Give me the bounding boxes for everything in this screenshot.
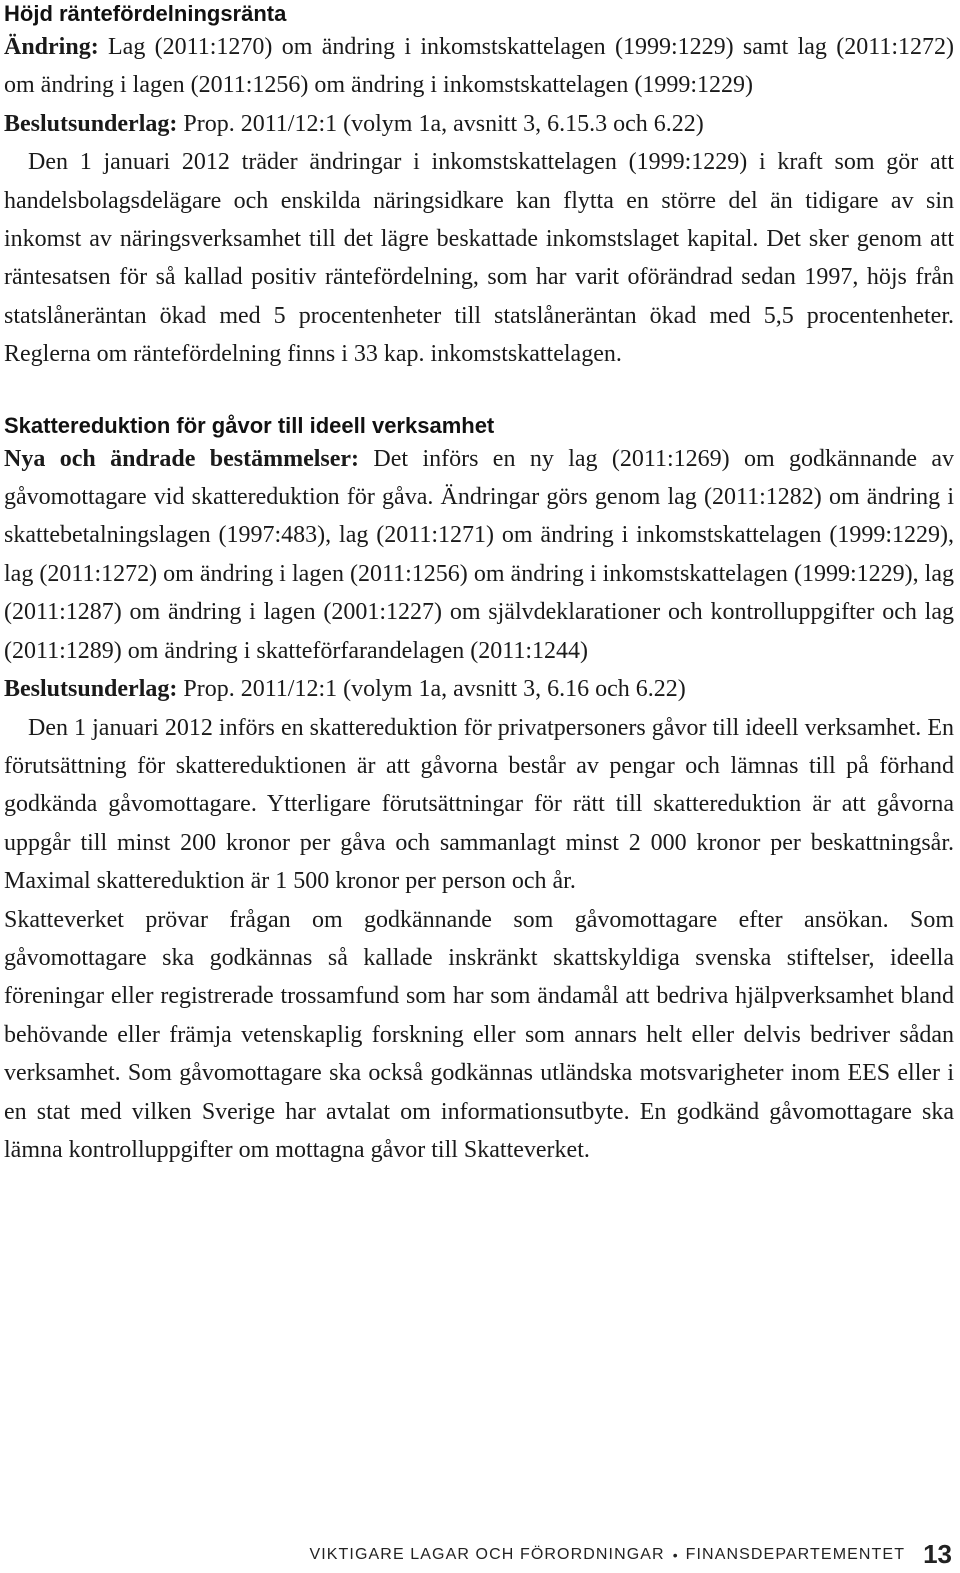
basis-text: Prop. 2011/12:1 (volym 1a, avsnitt 3, 6.15.3 och 6.22): [177, 110, 704, 137]
footer-bullet-separator: •: [672, 1547, 678, 1563]
basis-label: Beslutsunderlag:: [4, 110, 178, 137]
page-content: [4, 0, 954, 1169]
page-number: 13: [923, 1539, 952, 1569]
change-label: Nya och ändrade bestämmelser:: [4, 445, 360, 472]
section-heading: Höjd räntefördelningsränta: [4, 1, 287, 26]
body-paragraph: Den 1 januari 2012 träder ändringar i inkomstskattelagen (1999:1229) i kraft som gör att handelsbolagsdelägare och enskilda näringsidkare kan flytta en större del än tidigare av sin inkomst av näringsverksamhet till det lägre beskattade inkomstslaget kapital. Det sker genom att räntesatsen för så kallad positiv räntefördelning, som har varit oförändrad sedan 1997, höjs från statslåneräntan ökad med 5 procentenheter till statslåneräntan ökad med 5,5 procentenheter. Reglerna om räntefördelning finns i 33 kap. inkomstskattelagen.: [4, 149, 954, 368]
change-text: Lag (2011:1270) om ändring i inkomstskattelagen (1999:1229) samt lag (2011:1272) om ändring i lagen (2011:1256) om ändring i inkomstskattelagen (1999:1229): [4, 34, 954, 99]
basis-paragraph: [4, 105, 954, 143]
body-paragraph: Den 1 januari 2012 införs en skattereduktion för privatpersoners gåvor till ideell verksamhet. En förutsättning för skattereduktionen är att gåvorna består av pengar och lämnas till på förhand godkända gåvomottagare. Ytterligare förutsättningar för rätt till skattereduktion är att gåvorna uppgår till minst 200 kronor per gåva och sammanlagt minst 2 000 kronor per beskattningsår. Maximal skattereduktion är 1 500 kronor per person och år.: [4, 714, 954, 895]
change-label: Ändring:: [4, 34, 99, 60]
body-paragraph: Skatteverket prövar frågan om godkännande som gåvomottagare efter ansökan. Som gåvomottagare ska godkännas så kallade inskränkt skattskyldiga svenska stiftelser, ideella föreningar eller registrerade trossamfund som har som ändamål att bedriva hjälpverksamhet bland behövande eller främja vetenskaplig forskning eller som annars helt eller delvis bedriver sådan verksamhet. Som gåvomottagare ska också godkännas utländska motsvarigheter inom EES eller i en stat med vilken Sverige har avtalat om informationsutbyte. En godkänd gåvomottagare ska lämna kontrolluppgifter om mottagna gåvor till Skatteverket.: [4, 906, 954, 1163]
section-interest-allocation: [4, 0, 954, 374]
change-paragraph: [4, 440, 954, 670]
page-footer: [309, 1529, 952, 1569]
section-heading: Skattereduktion för gåvor till ideell verksamhet: [4, 412, 495, 438]
basis-paragraph: [4, 670, 954, 708]
change-text: Det införs en ny lag (2011:1269) om godkännande av gåvomottagare vid skattereduktion för gåva. Ändringar görs genom lag (2011:1282) om ändring i skattebetalningslagen (1997:483), lag (2011:1271) om ändring i inkomstskattelagen (1999:1229), lag (2011:1272) om ändring i lagen (2011:1256) om ändring i inkomstskattelagen (1999:1229), lag (2011:1287) om ändring i lagen (2001:1227) om självdeklarationer och kontrolluppgifter och lag (2011:1289) om ändring i skatteförfarandelagen (2011:1244): [4, 445, 955, 664]
basis-text: Prop. 2011/12:1 (volym 1a, avsnitt 3, 6.16 och 6.22): [177, 676, 686, 703]
footer-department: FINANSDEPARTEMENTET: [685, 1546, 906, 1563]
footer-publication-title: VIKTIGARE LAGAR OCH FÖRORDNINGAR: [309, 1546, 665, 1563]
basis-label: Beslutsunderlag:: [4, 676, 178, 703]
change-paragraph: [4, 28, 954, 105]
section-gift-tax-reduction: [4, 412, 954, 1170]
